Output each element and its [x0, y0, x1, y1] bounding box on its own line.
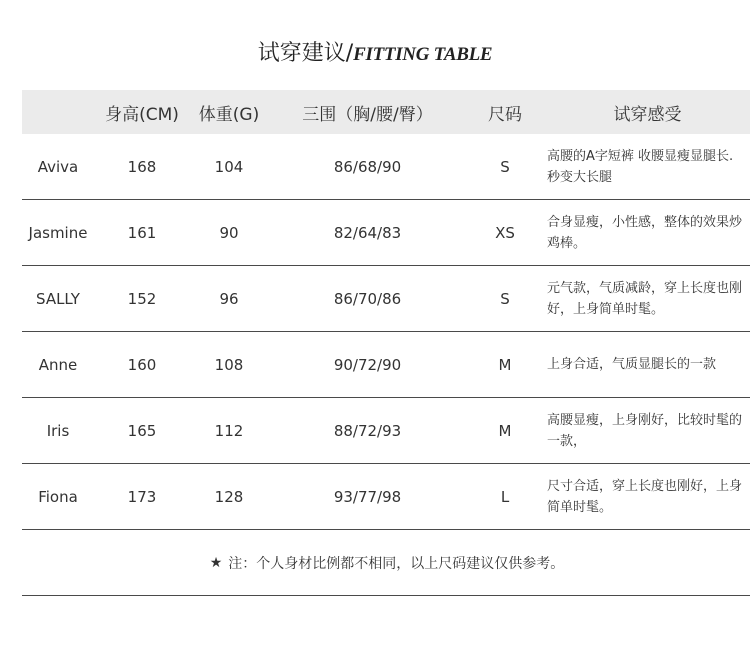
- cell-feedback: 合身显瘦，小性感，整体的效果炒鸡棒。: [543, 200, 750, 266]
- cell-size: XS: [467, 200, 543, 266]
- fitting-table: [22, 90, 750, 530]
- cell-feedback: 高腰的A字短裤 收腰显瘦显腿长.秒变大长腿: [543, 134, 750, 200]
- cell-size: S: [467, 266, 543, 332]
- footnote: [22, 530, 750, 596]
- table-row: [22, 266, 750, 332]
- cell-name: Anne: [22, 332, 94, 398]
- table-row: [22, 200, 750, 266]
- table-header-row: [22, 90, 750, 134]
- cell-height: 161: [94, 200, 190, 266]
- title-english: FITTING TABLE: [353, 44, 493, 65]
- title-chinese: 试穿建议/: [257, 41, 354, 66]
- cell-size: S: [467, 134, 543, 200]
- footnote-text: 注：个人身材比例都不相同，以上尺码建议仅供参考。: [228, 555, 565, 572]
- cell-size: M: [467, 398, 543, 464]
- cell-measurements: 88/72/93: [268, 398, 467, 464]
- header-weight: 体重(G): [190, 90, 268, 134]
- cell-weight: 90: [190, 200, 268, 266]
- cell-name: Iris: [22, 398, 94, 464]
- header-height: 身高(CM): [94, 90, 190, 134]
- table-row: [22, 134, 750, 200]
- cell-height: 160: [94, 332, 190, 398]
- cell-feedback: 上身合适，气质显腿长的一款: [543, 332, 750, 398]
- cell-weight: 108: [190, 332, 268, 398]
- cell-name: Jasmine: [22, 200, 94, 266]
- cell-height: 152: [94, 266, 190, 332]
- cell-measurements: 82/64/83: [268, 200, 467, 266]
- cell-measurements: 90/72/90: [268, 332, 467, 398]
- table-row: [22, 332, 750, 398]
- cell-feedback: 高腰显瘦，上身刚好，比较时髦的一款，: [543, 398, 750, 464]
- header-measurements: 三围（胸/腰/臀）: [268, 90, 467, 134]
- cell-size: M: [467, 332, 543, 398]
- cell-weight: 128: [190, 464, 268, 530]
- cell-name: Aviva: [22, 134, 94, 200]
- cell-measurements: 86/70/86: [268, 266, 467, 332]
- cell-measurements: 86/68/90: [268, 134, 467, 200]
- cell-weight: 104: [190, 134, 268, 200]
- cell-weight: 96: [190, 266, 268, 332]
- header-feedback: 试穿感受: [543, 90, 750, 134]
- cell-feedback: 元气款，气质减龄，穿上长度也刚好，上身简单时髦。: [543, 266, 750, 332]
- cell-name: SALLY: [22, 266, 94, 332]
- cell-size: L: [467, 464, 543, 530]
- table-row: [22, 464, 750, 530]
- cell-measurements: 93/77/98: [268, 464, 467, 530]
- cell-name: Fiona: [22, 464, 94, 530]
- header-name: [22, 90, 94, 134]
- table-row: [22, 398, 750, 464]
- cell-height: 168: [94, 134, 190, 200]
- cell-feedback: 尺寸合适，穿上长度也刚好，上身简单时髦。: [543, 464, 750, 530]
- page-title: [0, 36, 750, 67]
- cell-weight: 112: [190, 398, 268, 464]
- header-size: 尺码: [467, 90, 543, 134]
- cell-height: 173: [94, 464, 190, 530]
- star-icon: ★: [209, 554, 223, 571]
- cell-height: 165: [94, 398, 190, 464]
